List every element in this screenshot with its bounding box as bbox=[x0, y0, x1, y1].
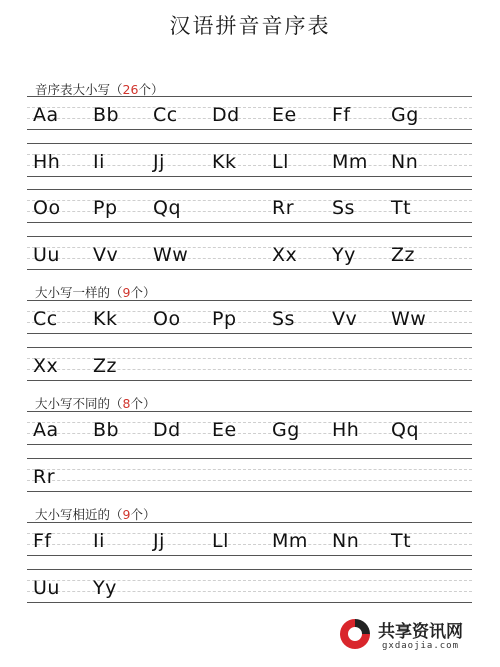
letter-pair: Tt bbox=[391, 197, 412, 219]
site-logo-icon bbox=[338, 617, 372, 651]
letter-pair: Zz bbox=[391, 244, 415, 266]
section-label-same: 大小写一样的（9个） bbox=[35, 285, 156, 300]
writing-row bbox=[27, 569, 472, 603]
letter-pair: Xx bbox=[33, 355, 59, 377]
letter-pair: Ss bbox=[332, 197, 355, 219]
section-label-text: 大小写相近的 bbox=[35, 507, 111, 522]
writing-row bbox=[27, 236, 472, 270]
letter-pair: Ee bbox=[272, 104, 297, 126]
letter-pair: Oo bbox=[33, 197, 61, 219]
letter-pair: Dd bbox=[212, 104, 240, 126]
letter-pair: Jj bbox=[153, 530, 165, 552]
section-count: 9 bbox=[122, 285, 131, 300]
section-count: 26 bbox=[122, 82, 139, 97]
letter-pair: Gg bbox=[391, 104, 419, 126]
section-label-similar: 大小写相近的（9个） bbox=[35, 507, 156, 522]
writing-row bbox=[27, 300, 472, 334]
section-label-different: 大小写不同的（8个） bbox=[35, 396, 156, 411]
letter-pair: Jj bbox=[153, 151, 165, 173]
writing-row bbox=[27, 143, 472, 177]
letter-pair: Gg bbox=[272, 419, 300, 441]
letter-pair: Dd bbox=[153, 419, 181, 441]
letter-pair: Qq bbox=[153, 197, 182, 219]
letter-pair: Qq bbox=[391, 419, 420, 441]
letter-pair: Kk bbox=[93, 308, 118, 330]
letter-pair: Zz bbox=[93, 355, 117, 377]
letter-pair: Aa bbox=[33, 419, 59, 441]
letter-pair: Ff bbox=[332, 104, 351, 126]
watermark-url: gxdaojia.com bbox=[382, 641, 460, 651]
letter-pair: Cc bbox=[153, 104, 178, 126]
letter-pair: Cc bbox=[33, 308, 58, 330]
letter-pair: Oo bbox=[153, 308, 181, 330]
letter-pair: Ii bbox=[93, 530, 105, 552]
letter-pair: Pp bbox=[212, 308, 237, 330]
letter-pair: Mm bbox=[272, 530, 308, 552]
letter-pair: Tt bbox=[391, 530, 412, 552]
section-label-text: 大小写一样的 bbox=[35, 285, 111, 300]
writing-row bbox=[27, 411, 472, 445]
letter-pair: Ll bbox=[272, 151, 289, 173]
letter-pair: Nn bbox=[391, 151, 419, 173]
section-label-text: 音序表大小写 bbox=[35, 82, 111, 97]
letter-pair: Ww bbox=[391, 308, 427, 330]
letter-pair: Aa bbox=[33, 104, 59, 126]
section-label-all: 音序表大小写（26个） bbox=[35, 82, 164, 97]
letter-pair: Yy bbox=[332, 244, 356, 266]
writing-row bbox=[27, 522, 472, 556]
letter-pair: Rr bbox=[33, 466, 56, 488]
watermark-site-name: 共享资讯网 bbox=[378, 622, 463, 642]
letter-pair: Ff bbox=[33, 530, 52, 552]
letter-pair: Ee bbox=[212, 419, 237, 441]
letter-pair: Kk bbox=[212, 151, 237, 173]
writing-row bbox=[27, 458, 472, 492]
writing-row bbox=[27, 96, 472, 130]
letter-pair: Ww bbox=[153, 244, 189, 266]
letter-pair: Ii bbox=[93, 151, 105, 173]
letter-pair: Hh bbox=[332, 419, 360, 441]
letter-pair: Vv bbox=[93, 244, 119, 266]
letter-pair: Bb bbox=[93, 419, 120, 441]
section-count: 8 bbox=[122, 396, 131, 411]
letter-pair: Vv bbox=[332, 308, 358, 330]
letter-pair: Yy bbox=[93, 577, 117, 599]
letter-pair: Uu bbox=[33, 577, 60, 599]
letter-pair: Pp bbox=[93, 197, 118, 219]
letter-pair: Ss bbox=[272, 308, 295, 330]
letter-pair: Rr bbox=[272, 197, 295, 219]
letter-pair: Ll bbox=[212, 530, 229, 552]
page-title: 汉语拼音音序表 bbox=[169, 14, 331, 38]
letter-pair: Mm bbox=[332, 151, 368, 173]
letter-pair: Xx bbox=[272, 244, 298, 266]
section-label-text: 大小写不同的 bbox=[35, 396, 111, 411]
watermark bbox=[338, 615, 488, 659]
section-count: 9 bbox=[122, 507, 131, 522]
writing-row bbox=[27, 347, 472, 381]
letter-pair: Uu bbox=[33, 244, 60, 266]
letter-pair: Hh bbox=[33, 151, 61, 173]
letter-pair: Nn bbox=[332, 530, 360, 552]
letter-pair: Bb bbox=[93, 104, 120, 126]
writing-row bbox=[27, 189, 472, 223]
